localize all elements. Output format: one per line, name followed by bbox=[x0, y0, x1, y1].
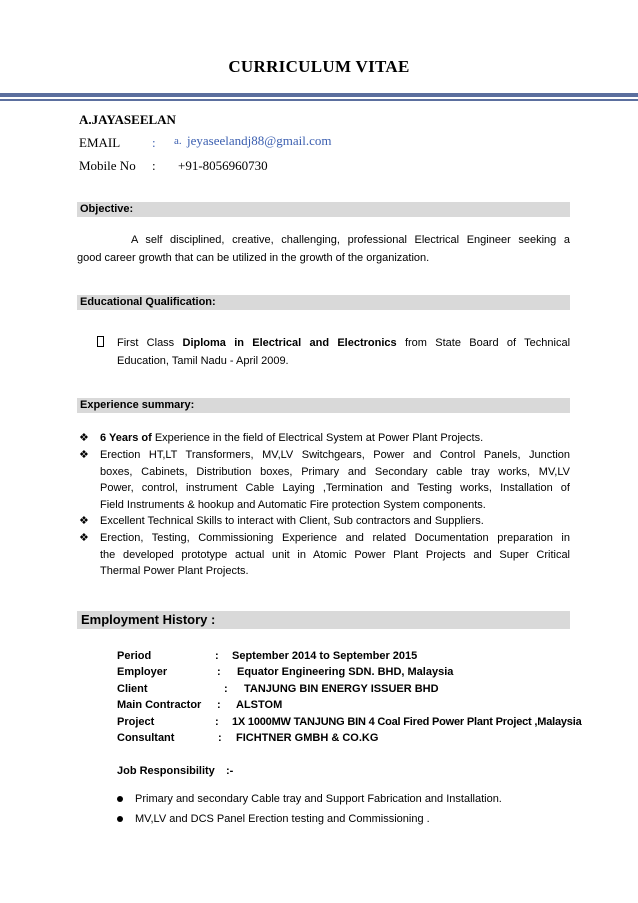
emp-sep-main-contractor: : bbox=[217, 699, 221, 711]
email-address[interactable]: jeyaseelandj88@gmail.com bbox=[187, 133, 332, 148]
education-bullet-icon bbox=[97, 336, 104, 347]
mobile-number: +91-8056960730 bbox=[178, 158, 268, 173]
objective-text-line2: good career growth that can be utilized in the growth of the organization. bbox=[77, 252, 430, 264]
emp-value-employer: Equator Engineering SDN. BHD, Malaysia bbox=[237, 666, 454, 678]
emp-sep-project: : bbox=[215, 716, 219, 728]
emp-label-project: Project bbox=[117, 716, 155, 728]
responsibility-item-2: MV,LV and DCS Panel Erection testing and Commissioning . bbox=[135, 813, 430, 825]
title-divider bbox=[0, 93, 638, 101]
education-line1: First Class Diploma in Electrical and Electronics from State Board of Technical bbox=[117, 337, 571, 349]
experience-item-1: 6 Years of Experience in the field of Electrical System at Power Plant Projects. bbox=[100, 432, 484, 444]
education-line2: Education, Tamil Nadu - April 2009. bbox=[117, 355, 289, 367]
experience-item-4: Erection, Testing, Commissioning Experience and related Documentation preparation in the developed prototype actual unit in Atomic Power Plant Projects and Super Critical Thermal Power Plant Projects. bbox=[100, 532, 570, 577]
objective-heading: Objective: bbox=[80, 203, 134, 215]
document-title: CURRICULUM VITAE bbox=[228, 57, 410, 76]
diamond-bullet-icon: ❖ bbox=[79, 432, 89, 444]
candidate-name: A.JAYASEELAN bbox=[79, 112, 176, 127]
emp-value-consultant: FICHTNER GMBH & CO.KG bbox=[236, 732, 379, 744]
emp-value-main-contractor: ALSTOM bbox=[236, 699, 283, 711]
diamond-bullet-icon: ❖ bbox=[79, 532, 89, 544]
responsibility-item-1: Primary and secondary Cable tray and Support Fabrication and Installation. bbox=[135, 793, 502, 805]
employment-heading: Employment History : bbox=[81, 612, 216, 627]
emp-sep-period: : bbox=[215, 650, 219, 662]
email-prefix: a. bbox=[174, 135, 182, 147]
bullet-dot-icon bbox=[117, 796, 123, 802]
objective-heading-bar bbox=[77, 202, 570, 217]
mobile-separator: : bbox=[152, 158, 156, 173]
education-heading: Educational Qualification: bbox=[80, 296, 216, 308]
bullet-dot-icon bbox=[117, 816, 123, 822]
emp-sep-employer: : bbox=[217, 666, 221, 678]
emp-sep-consultant: : bbox=[218, 732, 222, 744]
emp-sep-client: : bbox=[224, 683, 228, 695]
experience-heading: Experience summary: bbox=[80, 399, 195, 411]
experience-item-3: Excellent Technical Skills to interact with Client, Sub contractors and Suppliers. bbox=[100, 515, 484, 527]
emp-value-period: September 2014 to September 2015 bbox=[232, 650, 418, 662]
job-responsibility-separator: :- bbox=[226, 765, 234, 777]
emp-label-period: Period bbox=[117, 650, 152, 662]
email-separator: : bbox=[152, 135, 156, 150]
emp-label-employer: Employer bbox=[117, 666, 168, 678]
emp-label-main-contractor: Main Contractor bbox=[117, 699, 202, 711]
objective-text-line1: A self disciplined, creative, challenging, professional Electrical Engineer seeking a bbox=[131, 234, 570, 246]
education-heading-bar bbox=[77, 295, 570, 310]
job-responsibility-label: Job Responsibility bbox=[117, 765, 215, 777]
mobile-label: Mobile No bbox=[79, 158, 136, 173]
diamond-bullet-icon: ❖ bbox=[79, 449, 89, 461]
email-label: EMAIL bbox=[79, 135, 121, 150]
emp-label-consultant: Consultant bbox=[117, 732, 175, 744]
experience-item-2: Erection HT,LT Transformers, MV,LV Switchgears, Power and Control Panels, Junction boxes, Cabinets, Distribution boxes, Primary and Secondary cable tray works, MV,LV Power, control, instrument Cable Laying ,Termination and Testing works, Installation of Field Instruments & hookup and Automatic Fire protection System components. bbox=[100, 449, 570, 511]
diamond-bullet-icon: ❖ bbox=[79, 515, 89, 527]
emp-value-project: 1X 1000MW TANJUNG BIN 4 Coal Fired Power Plant Project ,Malaysia bbox=[232, 716, 582, 728]
employment-heading-bar bbox=[77, 611, 570, 629]
emp-value-client: TANJUNG BIN ENERGY ISSUER BHD bbox=[244, 683, 439, 695]
emp-label-client: Client bbox=[117, 683, 148, 695]
experience-heading-bar bbox=[77, 398, 570, 413]
